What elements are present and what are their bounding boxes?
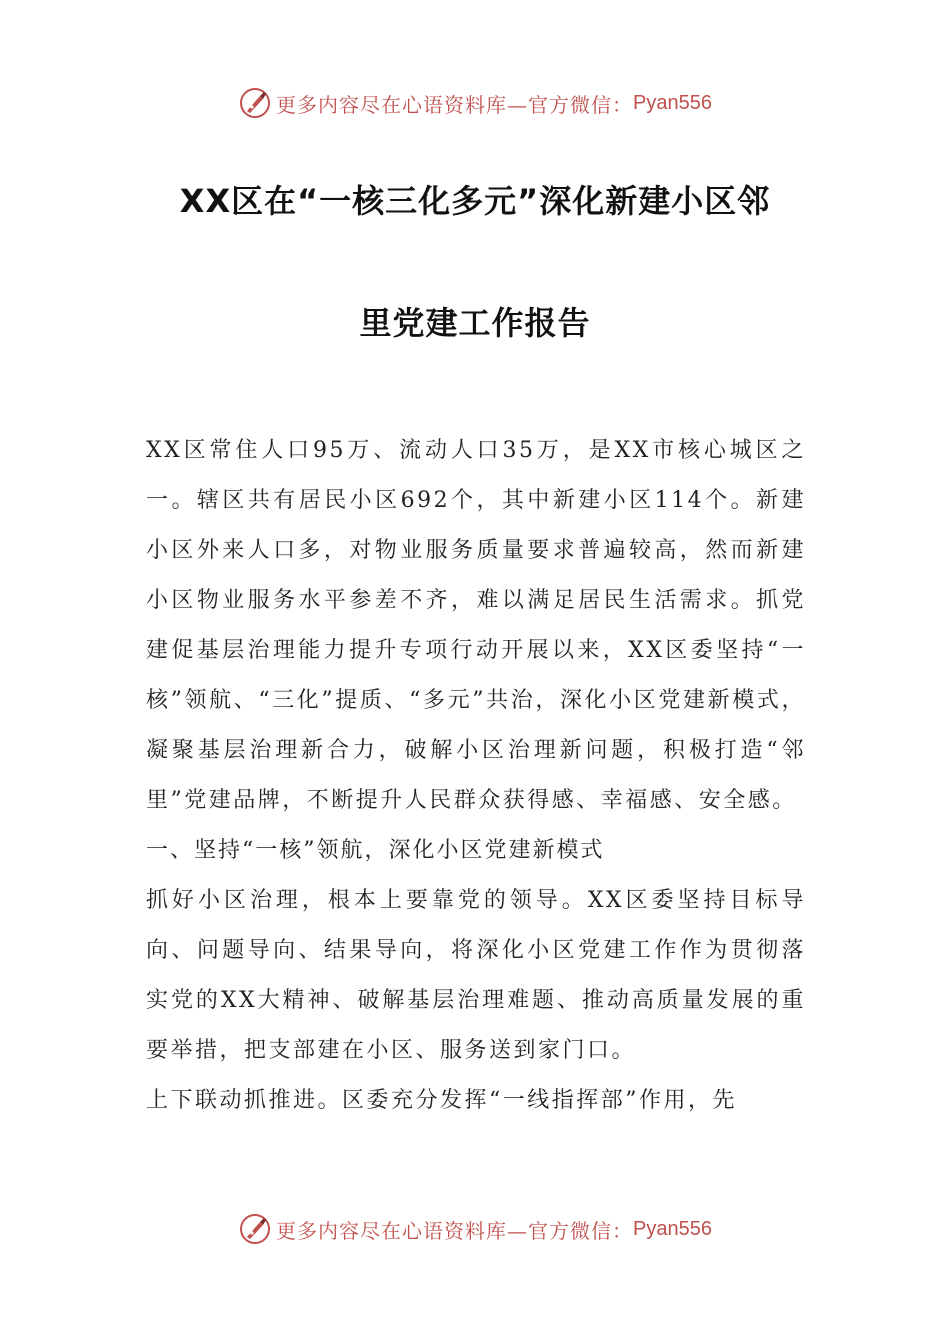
section-heading-1: 一、坚持“一核”领航，深化小区党建新模式 bbox=[146, 838, 605, 863]
document-title-line-2: 里党建工作报告 bbox=[359, 304, 591, 342]
pen-nib-logo-icon bbox=[238, 1212, 272, 1246]
paragraph-section-1-continued: 上下联动抓推进。区委充分发挥“一线指挥部”作用，先 bbox=[146, 1088, 737, 1113]
paragraph-section-1: 抓好小区治理，根本上要靠党的领导。XX区委坚持目标导向、问题导向、结果导向，将深化小区党建工作作为贯彻落实党的XX大精神、破解基层治理难题、推动高质量发展的重要举措，把支部建在小区、服务送到家门口。 bbox=[146, 888, 806, 1063]
paragraph-intro: XX区常住人口95万、流动人口35万，是XX市核心城区之一。辖区共有居民小区692个，其中新建小区114个。新建小区外来人口多，对物业服务质量要求普遍较高，然而新建小区物业服务水平参差不齐，难以满足居民生活需求。抓党建促基层治理能力提升专项行动开展以来，XX区委坚持“一核”领航、“三化”提质、“多元”共治，深化小区党建新模式，凝聚基层治理新合力，破解小区治理新问题，积极打造“邻里”党建品牌，不断提升人民群众获得感、幸福感、安全感。 bbox=[146, 438, 806, 813]
watermark-text: 更多内容尽在心语资料库—官方微信： bbox=[276, 92, 634, 117]
watermark-text: 更多内容尽在心语资料库—官方微信： bbox=[276, 1218, 634, 1243]
watermark-footer bbox=[0, 1212, 950, 1246]
watermark-wechat-id: Pyan556 bbox=[633, 91, 712, 114]
pen-nib-logo-icon bbox=[238, 86, 272, 120]
watermark-header bbox=[0, 86, 950, 120]
document-body bbox=[146, 426, 806, 1126]
watermark-wechat-id: Pyan556 bbox=[633, 1217, 712, 1240]
document-title-line-1: XX区在“一核三化多元”深化新建小区邻 bbox=[179, 182, 771, 220]
